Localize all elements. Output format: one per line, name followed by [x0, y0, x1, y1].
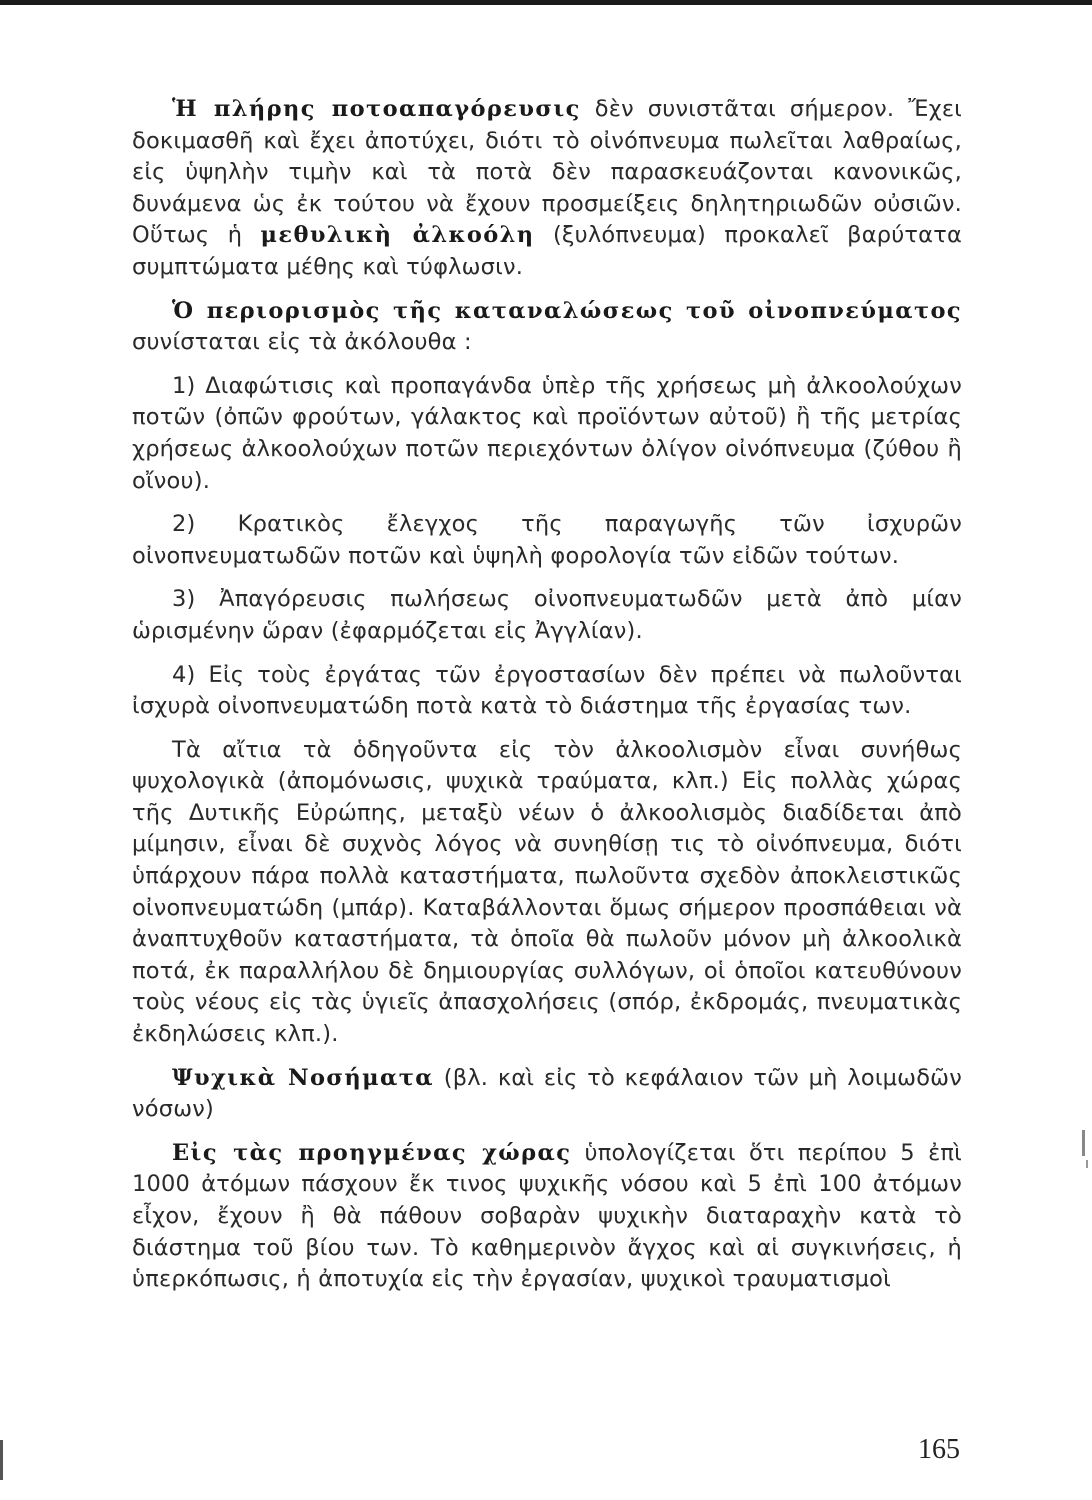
- paragraph-mental-illness-heading: [132, 1063, 962, 1126]
- page-top-edge: [0, 0, 1092, 5]
- list-item: 1) Διαφώτισις καὶ προπαγάνδα ὑπὲρ τῆς χρήσεως μὴ ἀλκοολούχων ποτῶν (ὀπῶν φρούτων, γάλακτος καὶ προϊόντων αὐτοῦ) ἢ τῆς μετρίας χρήσεως ἀλκοολούχων ποτῶν περιεχόντων ὀλίγον οἰνόπνευμα (ζύθου ἢ οἴνου).: [132, 372, 962, 494]
- scan-margin-mark: [1086, 1160, 1088, 1168]
- page-number: 165: [918, 1434, 960, 1465]
- paragraph-total-prohibition: [132, 94, 962, 284]
- emphasis-term: Εἰς τὰς προηγμένας χώρας: [172, 1139, 572, 1166]
- page-body: [132, 94, 962, 1308]
- list-item: 4) Εἰς τοὺς ἐργάτας τῶν ἐργοστασίων δὲν πρέπει νὰ πωλοῦνται ἰσχυρὰ οἰνοπνευματώδη ποτὰ κατὰ τὸ διάστημα τῆς ἐργασίας των.: [132, 661, 962, 720]
- emphasis-term: μεθυλικὴ ἀλκοόλη: [260, 222, 535, 249]
- paragraph-text: (βλ. καὶ εἰς τὸ κεφάλαιον τῶν μὴ λοιμωδῶν νόσων): [132, 1064, 962, 1123]
- emphasis-term: Ἡ πλήρης ποτοαπαγόρευσις: [172, 96, 581, 122]
- list-item: 3) Ἀπαγόρευσις πωλήσεως οἰνοπνευματωδῶν μετὰ ἀπὸ μίαν ὡρισμένην ὥραν (ἐφαρμόζεται εἰς Ἀγγλίαν).: [132, 586, 962, 644]
- paragraph-causes: Τὰ αἴτια τὰ ὁδηγοῦντα εἰς τὸν ἀλκοολισμὸν εἶναι συνήθως ψυχολογικὰ (ἀπομόνωσις, ψυχικὰ τραύματα, κλπ.) Εἰς πολλὰς χώρας τῆς Δυτικῆς Εὐρώπης, μεταξὺ νέων ὁ ἀλκοολισμὸς διαδίδεται ἀπὸ μίμησιν, εἶναι δὲ συχνὸς λόγος νὰ συνηθίσῃ τις τὸ οἰνόπνευμα, διότι ὑπάρχουν πάρα πολλὰ καταστήματα, πωλοῦντα σχεδὸν ἀποκλειστικῶς οἰνοπνευματώδη (μπάρ). Καταβάλλονται ὅμως σήμερον προσπάθειαι νὰ ἀναπτυχθοῦν καταστήματα, τὰ ὁποῖα θὰ πωλοῦν μόνον μὴ ἀλκοολικὰ ποτά, ἐκ παραλλήλου δὲ δημιουργίας συλλόγων, οἱ ὁποῖοι κατευθύνουν τοὺς νέους εἰς τὰς ὑγιεῖς ἀπασχολήσεις (σπόρ, ἐκδρομάς, πνευματικὰς ἐκδηλώσεις κλπ.).: [132, 736, 962, 1048]
- paragraph-text: συνίσταται εἰς τὰ ἀκόλουθα :: [132, 329, 472, 356]
- emphasis-term: Ὁ περιορισμὸς τῆς καταναλώσεως τοῦ οἰνοπνεύματος: [172, 297, 962, 324]
- paragraph-developed-countries: [132, 1138, 962, 1296]
- list-item: 2) Κρατικὸς ἔλεγχος τῆς παραγωγῆς τῶν ἰσχυρῶν οἰνοπνευματωδῶν ποτῶν καὶ ὑψηλὴ φορολογία τῶν εἰδῶν τούτων.: [132, 511, 962, 569]
- paragraph-text: ὑπολογίζεται ὅτι περίπου 5 ἐπὶ 1000 ἀτόμων πάσχουν ἔκ τινος ψυχικῆς νόσου καὶ 5 ἐπὶ 100 ἀτόμων εἶχον, ἔχουν ἢ θὰ πάθουν σοβαρὰν ψυχικὴν διαταραχὴν κατὰ τὸ διάστημα τοῦ βίου των. Τὸ καθημερινὸν ἄγχος καὶ αἱ συγκινήσεις, ἡ ὑπερκόπωσις, ἡ ἀποτυχία εἰς τὴν ἐργασίαν, ψυχικοὶ τραυματισμοὶ: [132, 1139, 962, 1293]
- emphasis-term: Ψυχικὰ Νοσήματα: [172, 1064, 434, 1091]
- paragraph-text: (ξυλόπνευμα) προκαλεῖ βαρύτατα συμπτώματα μέθης καὶ τύφλωσιν.: [132, 222, 962, 280]
- paragraph-text: δὲν συνιστᾶται σήμερον. Ἔχει δοκιμασθῆ καὶ ἔχει ἀποτύχει, διότι τὸ οἰνόπνευμα πωλεῖται λαθραίως, εἰς ὑψηλὴν τιμὴν καὶ τὰ ποτὰ δὲν παρασκευάζονται κανονικῶς, δυνάμενα ὡς ἐκ τούτου νὰ ἔχουν προσμείξεις δηλητηριωδῶν οὐσιῶν. Οὕτως ἡ: [132, 96, 962, 249]
- scan-margin-mark: [1082, 1130, 1085, 1156]
- scan-edge-mark: [0, 1440, 3, 1480]
- paragraph-consumption-limit: [132, 296, 962, 359]
